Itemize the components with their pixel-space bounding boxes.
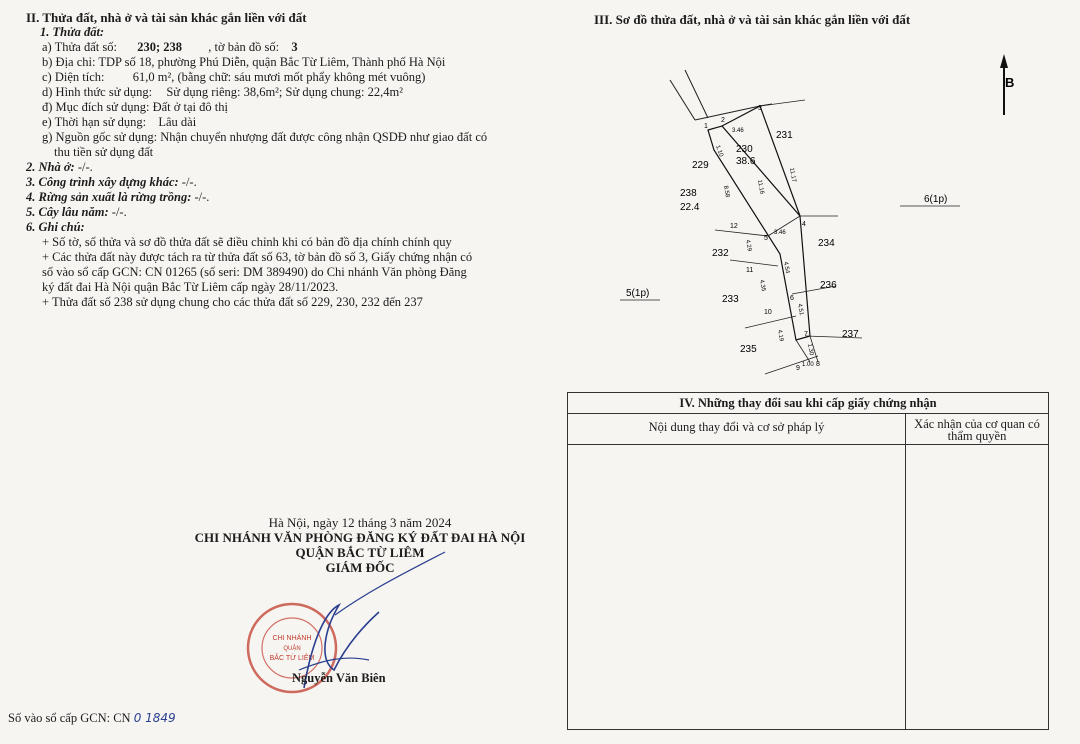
note-line: + Các thửa đất này được tách ra từ thửa đất số 63, tờ bản đồ số 3, Giấy chứng nhận có: [42, 250, 473, 264]
dimension-label: 4.54: [782, 261, 790, 274]
area-value: 61,0 m², (bằng chữ: sáu mươi mốt phẩy không mét vuông): [132, 70, 426, 84]
neighbor-edge: [730, 260, 778, 266]
note-line: + Thửa đất số 238 sử dụng chung cho các thửa đất số 229, 230, 232 đến 237: [42, 295, 423, 309]
point-label: 8: [816, 361, 820, 368]
road-edge: [670, 80, 695, 120]
road-edge: [685, 70, 708, 118]
point-label: 3: [758, 105, 762, 112]
house-value: -/-.: [77, 160, 93, 174]
parcel-value: 230; 238: [137, 40, 182, 54]
parcel-label: 236: [820, 280, 837, 291]
point-label: 5: [764, 235, 768, 242]
purpose-row: [26, 100, 526, 115]
dimension-label: 3.46: [732, 128, 744, 134]
confirmation-cell: [906, 445, 1048, 729]
svg-text:CHI NHÁNH: CHI NHÁNH: [272, 635, 312, 642]
dimension-label: 4.51: [796, 303, 804, 316]
parcel-label: 38.6: [736, 156, 756, 167]
point-label: 11: [746, 267, 754, 274]
road-label: 6(1p): [924, 194, 948, 205]
parcel-map: [600, 40, 1070, 385]
address-row: [26, 55, 526, 70]
footer: [8, 711, 176, 726]
changes-table: [567, 392, 1049, 730]
term-row: [26, 115, 526, 130]
section-iv-title: IV. Những thay đổi sau khi cấp giấy chứng nhận: [568, 393, 1048, 414]
point-label: 2: [721, 117, 725, 124]
trees-row: [26, 205, 526, 220]
term-label: e) Thời hạn sử dụng:: [42, 115, 147, 129]
dimension-label: 1.10: [714, 144, 724, 158]
table-body: [568, 445, 1048, 729]
parcel-label: 232: [712, 248, 729, 259]
north-label: B: [1005, 75, 1015, 90]
map-sheet-label: , tờ bản đồ số:: [208, 40, 280, 54]
dimension-label: 4.35: [758, 279, 766, 292]
usage-form-row: [26, 85, 526, 100]
position-title: GIÁM ĐỐC: [325, 560, 395, 575]
column-header-content: Nội dung thay đổi và cơ sở pháp lý: [568, 414, 906, 444]
dimension-label: 4.19: [776, 329, 784, 342]
dimension-label: 11.16: [756, 179, 765, 195]
point-label: 4: [802, 221, 806, 228]
parcel-230: [722, 106, 800, 216]
parcel-label: 229: [692, 160, 709, 171]
parcel-label: 235: [740, 344, 757, 355]
notes-header: 6. Ghi chú:: [26, 220, 85, 234]
svg-text:QUẬN: QUẬN: [283, 646, 301, 652]
address-value: TDP số 18, phường Phú Diễn, quận Bắc Từ Liêm, Thành phố Hà Nội: [98, 55, 446, 69]
column-header-confirmation: Xác nhận của cơ quan có thẩm quyền: [914, 417, 1040, 443]
purpose-value: Đất ở tại đô thị: [152, 100, 228, 114]
forest-value: -/-.: [194, 190, 210, 204]
origin-label: g) Nguồn gốc sử dụng:: [42, 130, 158, 144]
org-line-1: CHI NHÁNH VĂN PHÒNG ĐĂNG KÝ ĐẤT ĐAI HÀ NỘI: [194, 530, 526, 545]
org-line-2: QUẬN BẮC TỪ LIÊM: [295, 545, 425, 560]
footer-label: Số vào sổ cấp GCN: CN: [8, 711, 131, 725]
dimension-label: 4.29: [744, 239, 752, 252]
parcel-label: 233: [722, 294, 739, 305]
parcel-label: 230: [736, 144, 753, 155]
point-label: 6: [790, 295, 794, 302]
point-label: 12: [730, 223, 738, 230]
usage-form-label: d) Hình thức sử dụng:: [42, 85, 153, 99]
section-ii: [26, 10, 526, 310]
land-header: 1. Thửa đất:: [40, 25, 105, 39]
neighbor-edge: [745, 316, 796, 328]
parcel-label: a) Thửa đất số:: [42, 40, 117, 54]
note-line: số vào sổ cấp GCN: CN 01265 (số seri: DM 389490) do Chi nhánh Văn phòng Đăng: [42, 265, 467, 279]
section-ii-title: II. Thửa đất, nhà ở và tài sản khác gắn liền với đất: [26, 10, 307, 25]
term-value: Lâu dài: [158, 115, 197, 129]
origin-row: [26, 130, 526, 145]
neighbor-edge: [715, 230, 768, 236]
forest-row: [26, 190, 526, 205]
area-row: [26, 70, 526, 85]
dimension-label: 11.17: [788, 167, 797, 183]
content-cell: [568, 445, 906, 729]
construction-row: [26, 175, 526, 190]
point-label: 9: [796, 365, 800, 372]
purpose-label: đ) Mục đích sử dụng:: [42, 100, 150, 114]
section-iii-title: III. Sơ đồ thửa đất, nhà ở và tài sản khác gắn liền với đất: [594, 12, 911, 27]
forest-label: 4. Rừng sản xuất là rừng trồng:: [26, 190, 192, 204]
parcel-label: 237: [842, 329, 859, 340]
table-header: [568, 414, 1048, 445]
point-label: 1: [704, 123, 708, 130]
point-label: 7: [804, 331, 808, 338]
parcel-label: 238: [680, 188, 697, 199]
place-date: Hà Nội, ngày 12 tháng 3 năm 2024: [268, 515, 452, 530]
origin-value: Nhận chuyển nhượng đất được công nhận QSDĐ như giao đất có: [160, 130, 488, 144]
area-label: c) Diện tích:: [42, 70, 105, 84]
origin-value-cont: thu tiền sử dụng đất: [54, 145, 154, 159]
north-arrowhead-icon: [1000, 54, 1008, 68]
house-row: [26, 160, 526, 175]
parcel-label: 231: [776, 130, 793, 141]
parcel-number-row: [26, 40, 526, 55]
usage-form-value: Sử dụng riêng: 38,6m²; Sử dụng chung: 22,4m²: [166, 85, 403, 99]
note-line: + Số tờ, số thửa và sơ đồ thửa đất sẽ điều chỉnh khi có bản đồ địa chính chính quy: [42, 235, 452, 249]
house-label: 2. Nhà ở:: [26, 160, 75, 174]
neighbor-edge: [760, 100, 805, 106]
signer-name: Nguyễn Văn Biên: [292, 671, 386, 685]
map-sheet-value: 3: [291, 40, 298, 54]
construction-value: -/-.: [181, 175, 197, 189]
road-edge: [695, 106, 760, 120]
point-label: 10: [764, 309, 772, 316]
footer-number: 0 1849: [133, 711, 176, 725]
dimension-label: 1.30: [806, 343, 814, 356]
signature-stroke-icon: [330, 550, 450, 620]
road-label: 5(1p): [626, 288, 650, 299]
dimension-label: 3.46: [774, 230, 786, 236]
note-line: ký đất đai Hà Nội quận Bắc Từ Liêm cấp ngày 28/11/2023.: [42, 280, 339, 294]
parcel-label: 22.4: [680, 202, 700, 213]
parcel-238: [708, 126, 810, 340]
parcel-label: 234: [818, 238, 835, 249]
svg-text:BẮC TỪ LIÊM: BẮC TỪ LIÊM: [269, 655, 315, 662]
address-label: b) Địa chỉ:: [42, 55, 96, 69]
dimension-label: 1.00: [802, 362, 814, 368]
trees-label: 5. Cây lâu năm:: [26, 205, 109, 219]
trees-value: -/-.: [111, 205, 127, 219]
dimension-label: 8.58: [722, 185, 730, 198]
construction-label: 3. Công trình xây dựng khác:: [26, 175, 179, 189]
